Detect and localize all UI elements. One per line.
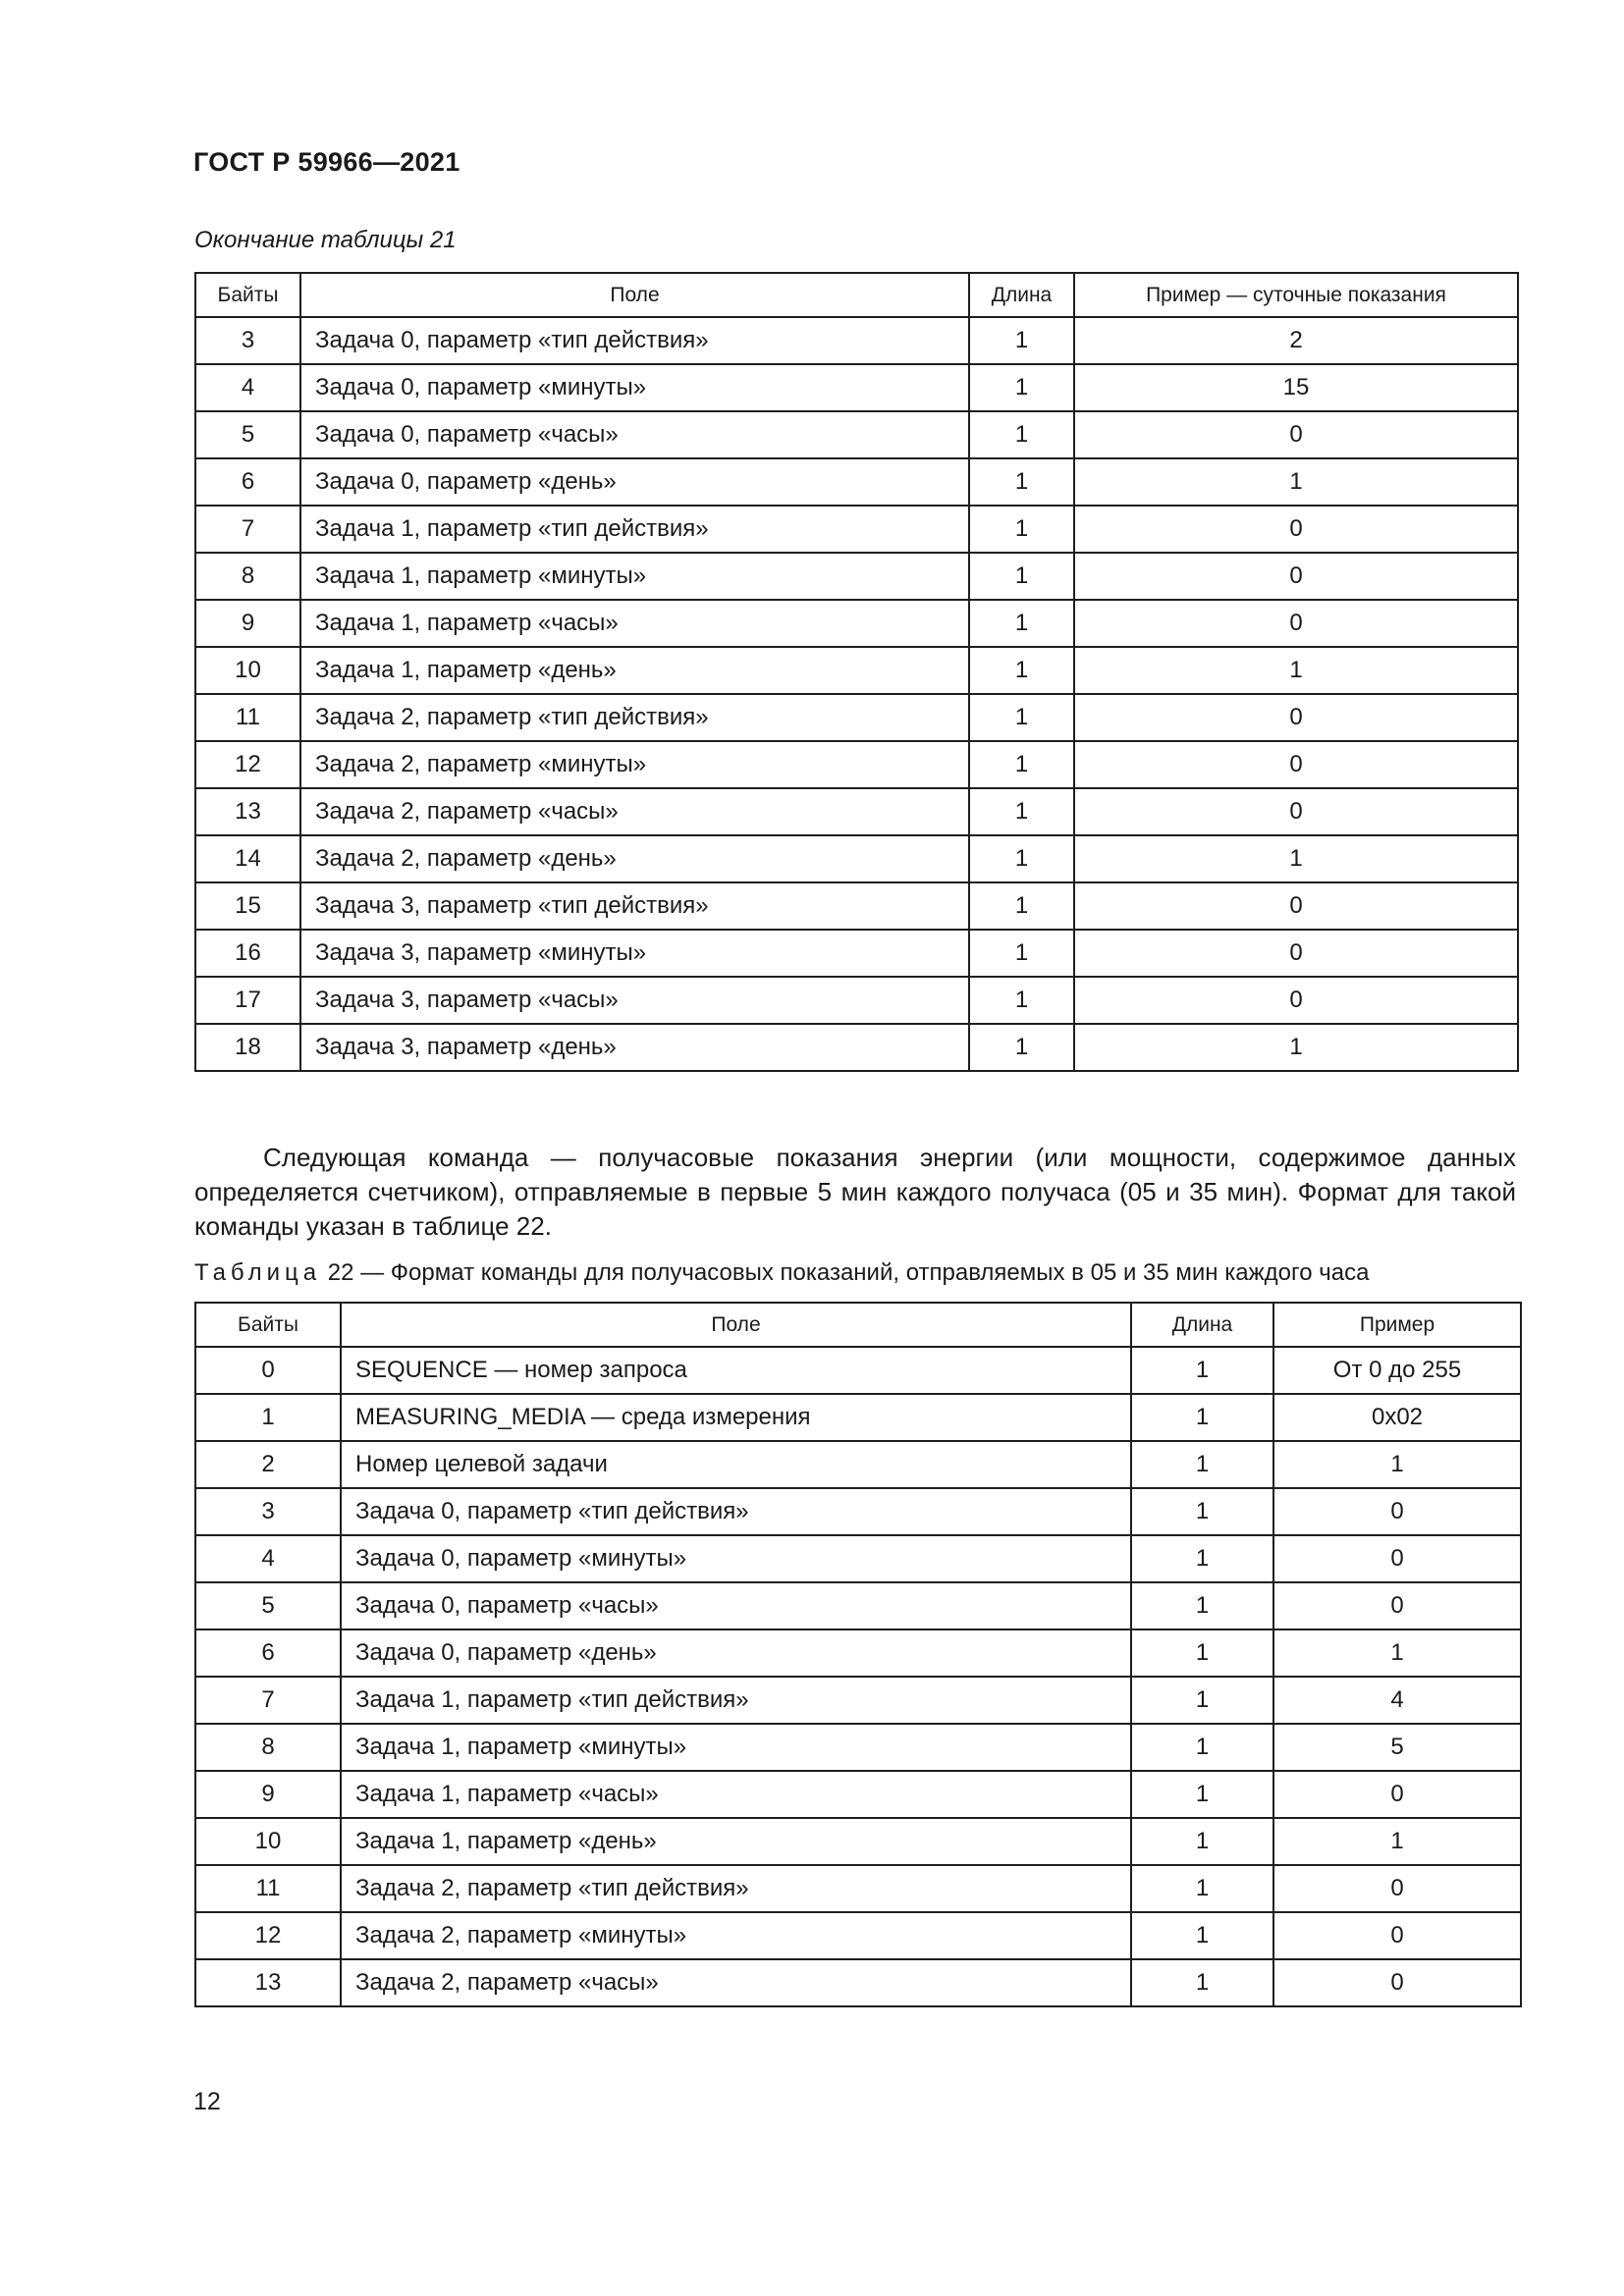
cell-field: Задача 0, параметр «день» — [300, 458, 969, 506]
cell-example: 4 — [1273, 1677, 1521, 1724]
cell-length: 1 — [1131, 1441, 1273, 1488]
cell-length: 1 — [969, 788, 1074, 835]
cell-bytes: 6 — [195, 1629, 341, 1677]
cell-field: Задача 2, параметр «тип действия» — [341, 1865, 1131, 1912]
table-22-caption-label: Таблица — [194, 1259, 322, 1286]
cell-field: Задача 0, параметр «тип действия» — [300, 317, 969, 364]
cell-bytes: 5 — [195, 411, 300, 458]
table-row — [195, 1677, 1521, 1724]
cell-example: 0 — [1273, 1912, 1521, 1959]
cell-field: Задача 1, параметр «день» — [341, 1818, 1131, 1865]
table-row — [195, 1865, 1521, 1912]
cell-length: 1 — [1131, 1818, 1273, 1865]
cell-length: 1 — [969, 317, 1074, 364]
cell-bytes: 7 — [195, 1677, 341, 1724]
cell-length: 1 — [969, 506, 1074, 553]
cell-length: 1 — [1131, 1629, 1273, 1677]
document-header: ГОСТ Р 59966—2021 — [193, 147, 460, 177]
cell-length: 1 — [969, 647, 1074, 694]
column-header-bytes: Байты — [195, 273, 300, 317]
cell-bytes: 2 — [195, 1441, 341, 1488]
table-row — [195, 930, 1518, 977]
cell-field: Задача 2, параметр «минуты» — [341, 1912, 1131, 1959]
cell-field: Задача 0, параметр «часы» — [300, 411, 969, 458]
table-row — [195, 1912, 1521, 1959]
table-21 — [194, 272, 1519, 1072]
cell-length: 1 — [1131, 1488, 1273, 1535]
body-paragraph: Следующая команда — получасовые показания энергии (или мощности, содержимое данных определяется счетчиком), отправляемые в первые 5 мин каждого получаса (05 и 35 мин). Формат для такой команды указан в таблице 22. — [194, 1143, 1516, 1241]
cell-example: 0 — [1273, 1959, 1521, 2006]
cell-bytes: 12 — [195, 1912, 341, 1959]
cell-length: 1 — [1131, 1535, 1273, 1582]
cell-length: 1 — [969, 553, 1074, 600]
table-22-caption — [194, 1259, 1369, 1287]
cell-length: 1 — [969, 977, 1074, 1024]
table-row — [195, 977, 1518, 1024]
cell-bytes: 9 — [195, 1771, 341, 1818]
cell-example: 0 — [1273, 1488, 1521, 1535]
table-row — [195, 458, 1518, 506]
table-header-row — [195, 1303, 1521, 1347]
table-row — [195, 411, 1518, 458]
cell-field: Задача 2, параметр «часы» — [341, 1959, 1131, 2006]
table-row — [195, 788, 1518, 835]
cell-length: 1 — [969, 741, 1074, 788]
cell-length: 1 — [1131, 1347, 1273, 1394]
cell-bytes: 13 — [195, 788, 300, 835]
cell-length: 1 — [1131, 1724, 1273, 1771]
cell-example: 1 — [1074, 458, 1518, 506]
cell-length: 1 — [969, 364, 1074, 411]
cell-bytes: 10 — [195, 647, 300, 694]
column-header-length: Длина — [969, 273, 1074, 317]
table-row — [195, 553, 1518, 600]
cell-example: 0 — [1074, 930, 1518, 977]
cell-example: 15 — [1074, 364, 1518, 411]
table-22-caption-text: 22 — Формат команды для получасовых показаний, отправляемых в 05 и 35 мин каждого часа — [321, 1259, 1370, 1286]
column-header-field: Поле — [300, 273, 969, 317]
table-header-row — [195, 273, 1518, 317]
cell-example: 1 — [1273, 1441, 1521, 1488]
table-22 — [194, 1302, 1522, 2007]
table-row — [195, 1724, 1521, 1771]
cell-bytes: 7 — [195, 506, 300, 553]
cell-example: 0x02 — [1273, 1394, 1521, 1441]
cell-example: 0 — [1074, 741, 1518, 788]
cell-bytes: 16 — [195, 930, 300, 977]
cell-field: Задача 1, параметр «тип действия» — [300, 506, 969, 553]
cell-length: 1 — [969, 458, 1074, 506]
cell-example: 0 — [1074, 788, 1518, 835]
cell-length: 1 — [969, 1024, 1074, 1071]
cell-bytes: 4 — [195, 1535, 341, 1582]
cell-bytes: 1 — [195, 1394, 341, 1441]
cell-bytes: 11 — [195, 694, 300, 741]
cell-length: 1 — [969, 694, 1074, 741]
cell-bytes: 11 — [195, 1865, 341, 1912]
table-row — [195, 1347, 1521, 1394]
cell-field: Задача 3, параметр «часы» — [300, 977, 969, 1024]
cell-example: 1 — [1074, 647, 1518, 694]
cell-example: 0 — [1074, 600, 1518, 647]
cell-field: Задача 0, параметр «минуты» — [341, 1535, 1131, 1582]
cell-bytes: 15 — [195, 882, 300, 930]
cell-bytes: 13 — [195, 1959, 341, 2006]
table-row — [195, 1441, 1521, 1488]
cell-field: Задача 1, параметр «тип действия» — [341, 1677, 1131, 1724]
table-row — [195, 741, 1518, 788]
cell-length: 1 — [1131, 1582, 1273, 1629]
cell-example: 1 — [1273, 1818, 1521, 1865]
table-row — [195, 1535, 1521, 1582]
cell-field: MEASURING_MEDIA — среда измерения — [341, 1394, 1131, 1441]
cell-length: 1 — [1131, 1912, 1273, 1959]
table-row — [195, 600, 1518, 647]
cell-field: Задача 0, параметр «часы» — [341, 1582, 1131, 1629]
cell-example: 0 — [1074, 506, 1518, 553]
cell-bytes: 3 — [195, 317, 300, 364]
cell-field: Задача 0, параметр «день» — [341, 1629, 1131, 1677]
cell-example: 0 — [1074, 882, 1518, 930]
column-header-length: Длина — [1131, 1303, 1273, 1347]
table-row — [195, 1488, 1521, 1535]
cell-length: 1 — [1131, 1394, 1273, 1441]
cell-length: 1 — [1131, 1771, 1273, 1818]
table-row — [195, 1024, 1518, 1071]
cell-length: 1 — [969, 882, 1074, 930]
cell-example: 0 — [1273, 1535, 1521, 1582]
cell-length: 1 — [1131, 1865, 1273, 1912]
table-row — [195, 835, 1518, 882]
cell-bytes: 14 — [195, 835, 300, 882]
cell-length: 1 — [969, 600, 1074, 647]
page-number: 12 — [193, 2088, 221, 2115]
cell-example: 0 — [1074, 977, 1518, 1024]
cell-example: 5 — [1273, 1724, 1521, 1771]
table-row — [195, 1959, 1521, 2006]
table-row — [195, 647, 1518, 694]
cell-field: Задача 2, параметр «часы» — [300, 788, 969, 835]
cell-example: 1 — [1074, 1024, 1518, 1071]
cell-bytes: 0 — [195, 1347, 341, 1394]
table-row — [195, 1582, 1521, 1629]
cell-field: Задача 3, параметр «день» — [300, 1024, 969, 1071]
cell-bytes: 18 — [195, 1024, 300, 1071]
table-row — [195, 1629, 1521, 1677]
column-header-bytes: Байты — [195, 1303, 341, 1347]
cell-bytes: 3 — [195, 1488, 341, 1535]
cell-bytes: 8 — [195, 553, 300, 600]
cell-example: 1 — [1074, 835, 1518, 882]
cell-field: Задача 0, параметр «тип действия» — [341, 1488, 1131, 1535]
cell-field: Задача 2, параметр «минуты» — [300, 741, 969, 788]
table-row — [195, 694, 1518, 741]
cell-field: Задача 1, параметр «минуты» — [300, 553, 969, 600]
cell-example: 0 — [1074, 411, 1518, 458]
cell-bytes: 12 — [195, 741, 300, 788]
cell-field: Номер целевой задачи — [341, 1441, 1131, 1488]
cell-bytes: 4 — [195, 364, 300, 411]
cell-bytes: 6 — [195, 458, 300, 506]
cell-field: Задача 2, параметр «тип действия» — [300, 694, 969, 741]
cell-example: 0 — [1273, 1771, 1521, 1818]
column-header-example: Пример — суточные показания — [1074, 273, 1518, 317]
cell-field: Задача 3, параметр «тип действия» — [300, 882, 969, 930]
column-header-example: Пример — [1273, 1303, 1521, 1347]
cell-length: 1 — [1131, 1677, 1273, 1724]
table-row — [195, 1771, 1521, 1818]
cell-example: 0 — [1273, 1582, 1521, 1629]
cell-length: 1 — [1131, 1959, 1273, 2006]
cell-field: Задача 1, параметр «часы» — [341, 1771, 1131, 1818]
table-row — [195, 506, 1518, 553]
table-row — [195, 317, 1518, 364]
cell-length: 1 — [969, 835, 1074, 882]
cell-example: От 0 до 255 — [1273, 1347, 1521, 1394]
column-header-field: Поле — [341, 1303, 1131, 1347]
table-row — [195, 1394, 1521, 1441]
table-row — [195, 364, 1518, 411]
cell-bytes: 5 — [195, 1582, 341, 1629]
cell-field: Задача 0, параметр «минуты» — [300, 364, 969, 411]
cell-bytes: 8 — [195, 1724, 341, 1771]
cell-field: Задача 2, параметр «день» — [300, 835, 969, 882]
cell-example: 1 — [1273, 1629, 1521, 1677]
cell-length: 1 — [969, 930, 1074, 977]
cell-field: Задача 3, параметр «минуты» — [300, 930, 969, 977]
cell-bytes: 10 — [195, 1818, 341, 1865]
table-row — [195, 882, 1518, 930]
cell-example: 0 — [1074, 694, 1518, 741]
cell-bytes: 17 — [195, 977, 300, 1024]
cell-length: 1 — [969, 411, 1074, 458]
cell-bytes: 9 — [195, 600, 300, 647]
cell-field: Задача 1, параметр «часы» — [300, 600, 969, 647]
cell-example: 0 — [1273, 1865, 1521, 1912]
table-row — [195, 1818, 1521, 1865]
cell-field: Задача 1, параметр «день» — [300, 647, 969, 694]
table-21-continuation-caption: Окончание таблицы 21 — [194, 227, 457, 253]
cell-example: 2 — [1074, 317, 1518, 364]
cell-field: SEQUENCE — номер запроса — [341, 1347, 1131, 1394]
cell-field: Задача 1, параметр «минуты» — [341, 1724, 1131, 1771]
cell-example: 0 — [1074, 553, 1518, 600]
